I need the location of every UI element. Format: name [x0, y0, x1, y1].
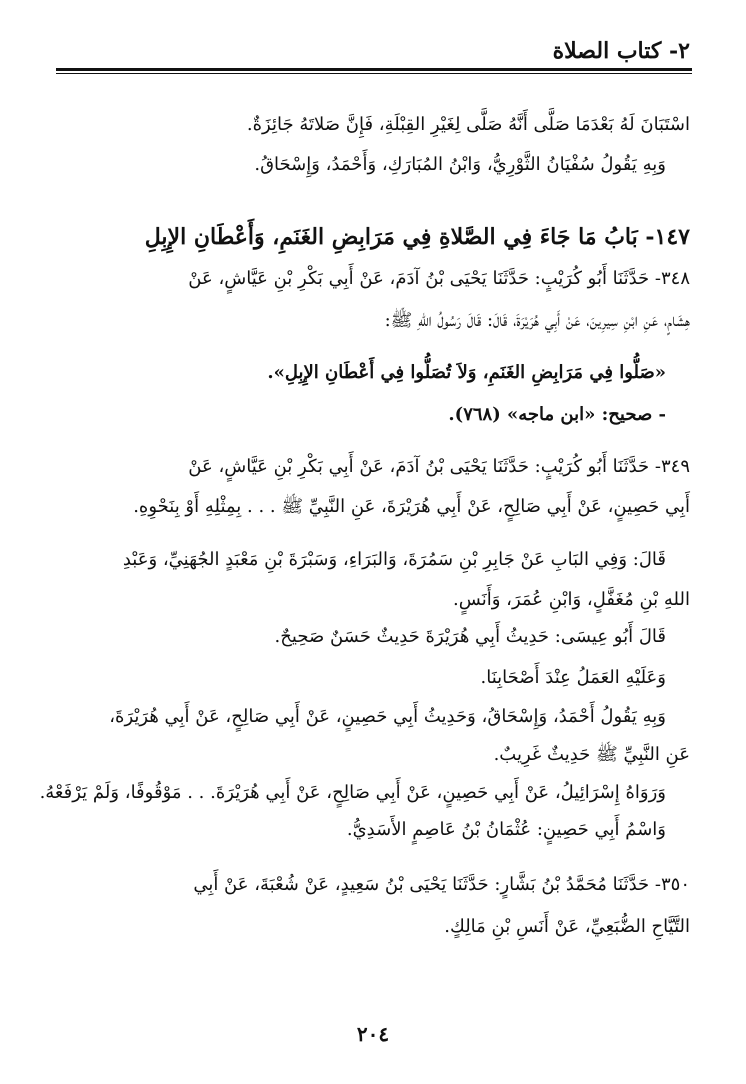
- commentary-line: قَالَ: وَفِي البَابِ عَنْ جَابِرِ بْنِ سَمُرَةَ، وَالبَرَاءِ، وَسَبْرَةَ بْنِ مَعْبَدٍ الجُهَنِيِّ، وَعَبْدِ: [122, 549, 666, 570]
- text-line: اسْتَبَانَ لَهُ بَعْدَمَا صَلَّى أَنَّهُ صَلَّى لِغَيْرِ القِبْلَةِ، فَإِنَّ صَلاتَهُ جَائِزَةٌ.: [246, 114, 690, 135]
- text-line: وَبِهِ يَقُولُ سُفْيَانُ الثَّوْرِيُّ، وَابْنُ المُبَارَكِ، وَأَحْمَدُ، وَإِسْحَاقُ.: [254, 154, 666, 175]
- hadith-line: أَبِي حَصِينٍ، عَنْ أَبِي صَالِحٍ، عَنْ أَبِي هُرَيْرَةَ، عَنِ النَّبِيِّ ﷺ . . . بِمِثْلِهِ أَوْ بِنَحْوِهِ.: [133, 496, 690, 517]
- header-rule-thin: [56, 73, 692, 74]
- page-number: ٢٠٤: [356, 1022, 390, 1046]
- hadith-line: هِشَامٍ، عَنِ ابْنِ سِيرِينَ، عَنْ أَبِي هُرَيْرَةَ، قَالَ: قَالَ رَسُولُ اللهِ ﷺ:: [384, 310, 690, 331]
- grading-note: - صحيح: «ابن ماجه» (٧٦٨).: [448, 404, 666, 425]
- commentary-line: وَبِهِ يَقُولُ أَحْمَدُ، وَإِسْحَاقُ، وَحَدِيثُ أَبِي حَصِينٍ، عَنْ أَبِي صَالِحٍ، عَنْ أَبِي هُرَيْرَةَ،: [109, 706, 666, 727]
- commentary-line: عَنِ النَّبِيِّ ﷺ حَدِيثٌ غَرِيبٌ.: [493, 744, 690, 765]
- commentary-line: وَرَوَاهُ إِسْرَائِيلُ، عَنْ أَبِي حَصِينٍ، عَنْ أَبِي صَالِحٍ، عَنْ أَبِي هُرَيْرَةَ. . . مَوْقُوفًا، وَلَمْ يَرْفَعْهُ.: [39, 782, 666, 803]
- commentary-line: وَعَلَيْهِ العَمَلُ عِنْدَ أَصْحَابِنَا.: [480, 667, 666, 688]
- commentary-line: اللهِ بْنِ مُغَفَّلٍ، وَابْنِ عُمَرَ، وَأَنَسٍ.: [453, 589, 690, 610]
- chapter-heading: ١٤٧- بَابُ مَا جَاءَ فِي الصَّلاةِ فِي مَرَابِضِ الغَنَمِ، وَأَعْطَانِ الإِبِلِ: [144, 224, 690, 250]
- hadith-line: ٣٥٠- حَدَّثَنَا مُحَمَّدُ بْنُ بَشَّارٍ: حَدَّثَنَا يَحْيَى بْنُ سَعِيدٍ، عَنْ شُعْبَةَ، عَنْ أَبِي: [193, 874, 690, 895]
- hadith-line: ٣٤٩- حَدَّثَنَا أَبُو كُرَيْبٍ: حَدَّثَنَا يَحْيَى بْنُ آدَمَ، عَنْ أَبِي بَكْرِ بْنِ عَيَّاشٍ، عَنْ: [188, 456, 690, 477]
- commentary-line: قَالَ أَبُو عِيسَى: حَدِيثُ أَبِي هُرَيْرَةَ حَدِيثٌ حَسَنٌ صَحِيحٌ.: [274, 626, 666, 647]
- hadith-line: التَّيَّاحِ الضُّبَعِيِّ، عَنْ أَنَسِ بْنِ مَالِكٍ.: [444, 916, 690, 937]
- hadith-matn: «صَلُّوا فِي مَرَابِضِ الغَنَمِ، وَلاَ تُصَلُّوا فِي أَعْطَانِ الإِبِلِ».: [267, 362, 666, 383]
- header-rule-thick: [56, 68, 692, 71]
- running-header: ٢- كتاب الصلاة: [552, 38, 690, 64]
- commentary-line: وَاسْمُ أَبِي حَصِينٍ: عُثْمَانُ بْنُ عَاصِمٍ الأَسَدِيُّ.: [346, 819, 666, 840]
- hadith-line: ٣٤٨- حَدَّثَنَا أَبُو كُرَيْبٍ: حَدَّثَنَا يَحْيَى بْنُ آدَمَ، عَنْ أَبِي بَكْرِ بْنِ عَيَّاشٍ، عَنْ: [188, 268, 690, 289]
